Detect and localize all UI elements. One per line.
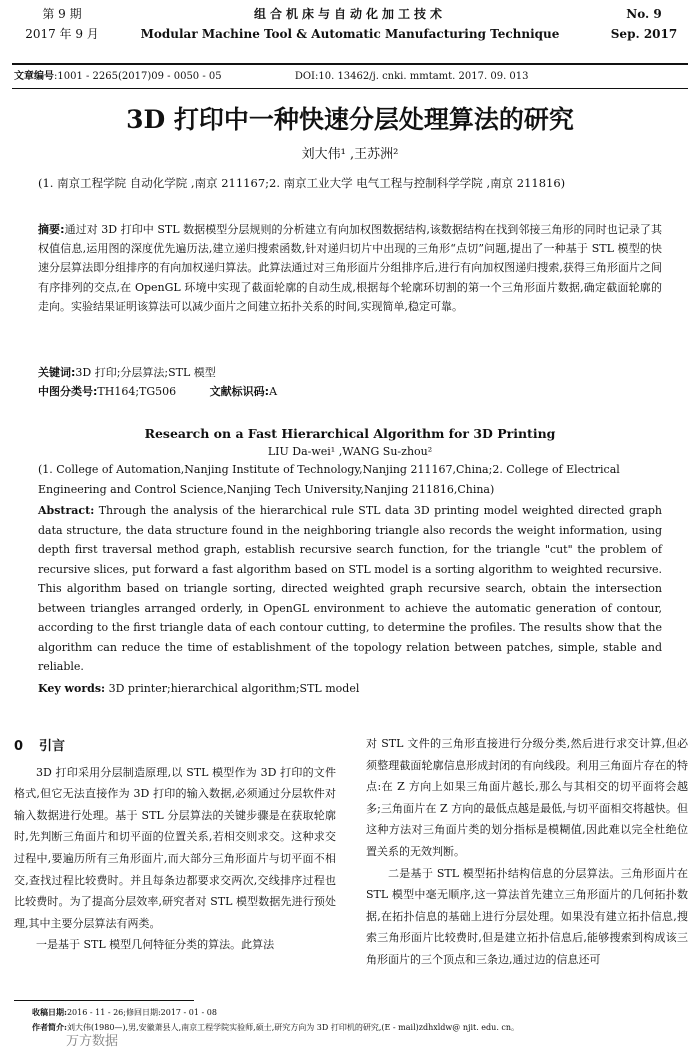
journal-name-en: Modular Machine Tool & Automatic Manufacturing Technique	[140, 27, 560, 41]
abstract-en-label: Abstract:	[38, 504, 95, 517]
header-rule	[12, 63, 688, 65]
keywords-cn	[38, 363, 662, 382]
section-title: 引言	[39, 739, 66, 754]
issue-date-en: Sep. 2017	[610, 27, 678, 41]
keywords-en-label: Key words:	[38, 682, 106, 695]
classification-cn	[38, 382, 662, 401]
watermark: 万方数据	[66, 1034, 119, 1049]
journal-name-cn: 组合机床与自动化加工技术	[253, 7, 446, 21]
issue-number-cn: 第 9 期	[42, 7, 82, 21]
abstract-cn-text: 通过对 3D 打印中 STL 数据模型分层规则的分析建立有向加权图数据结构,该数据结构在找到邻接三角形的同时也记录了其权值信息,运用图的深度优先遍历法,建立递归搜索函数,针对递归切片中出现的三角形“点切”问题,提出了一种基于 STL 模型的快速分层算法即分组排序的有向加权递归算法。此算法通过对三角形面片分组排序后,进行有向加权图递归搜索,获得三角形面片之间有序排列的交点,在 OpenGL 环境中实现了截面轮廓的自动生成,根据每个轮廓环切割的第一个三角形面片数据,确定截面轮廓的走向。实验结果证明该算法可以减少面片之间建立拓扑关系的时间,实现简单,稳定可靠。	[38, 223, 662, 313]
received-value: 2016 - 11 - 26;修回日期:2017 - 01 - 08	[66, 1008, 217, 1017]
footnote-received	[32, 1005, 692, 1020]
abstract-en	[38, 501, 662, 677]
article-number-value: 1001 - 2265(2017)09 - 0050 - 05	[57, 71, 222, 82]
article-number-label: 文章编号	[14, 71, 54, 82]
affiliation-cn: (1. 南京工程学院 自动化学院 ,南京 211167;2. 南京工业大学 电气工程与控制科学学院 ,南京 211816)	[38, 176, 566, 190]
article-number-colon: :	[54, 71, 58, 82]
header-issue-cn	[22, 4, 102, 44]
clc-value: TH164;TG506	[97, 385, 177, 398]
page-title: 3D 打印中一种快速分层处理算法的研究	[126, 105, 574, 134]
doc-code-label: 文献标识码:	[209, 385, 270, 398]
authors-cn: 刘大伟¹ ,王苏洲²	[301, 147, 399, 162]
issue-date-cn: 2017 年 9 月	[25, 27, 99, 41]
clc-label: 中图分类号:	[38, 385, 98, 398]
authors-en: LIU Da-wei¹ ,WANG Su-zhou²	[267, 445, 433, 458]
received-label: 收稿日期:	[32, 1007, 67, 1017]
issue-number-en: No. 9	[626, 7, 662, 21]
affiliation-en: (1. College of Automation,Nanjing Institute of Technology,Nanjing 211167,China;2. College of Electrical Engineering and Control Science,Nanjing Tech University,Nanjing 211816,China)	[38, 463, 620, 496]
doi: DOI:10. 13462/j. cnki. mmtamt. 2017. 09. 013	[294, 71, 529, 82]
keywords-en	[38, 680, 662, 698]
keywords-cn-text: 3D 打印;分层算法;STL 模型	[75, 366, 216, 379]
footnote-author	[32, 1020, 692, 1035]
paragraph: 3D 打印采用分层制造原理,以 STL 模型作为 3D 打印的文件格式,但它无法直接作为 3D 打印的输入数据,必须通过分层软件对输入数据进行处理。基于 STL 分层算法的关键步骤是在获取轮廓时,先判断三角面片和切平面的位置关系,若相交则求交。这种求交过程中,要遍历所有三角形面片,而大部分三角形面片与切平面不相交,查找过程比较费时。并且每条边都要求交两次,交线排序过程也比较费时。为了提高分层效率,研究者对 STL 模型数据先进行预处理,其中主要分层算法有两类。	[14, 765, 336, 930]
footnote-rule	[14, 1000, 194, 1001]
section-number: 0	[14, 739, 24, 754]
article-info	[14, 70, 529, 84]
author-bio-value: 刘大伟(1980—),男,安徽萧县人,南京工程学院实验师,硕士,研究方向为 3D 打印机的研究,(E - mail)zdhxldw@ njit. edu. cn。	[66, 1023, 520, 1032]
header-issue-en	[604, 4, 684, 44]
abstract-cn	[38, 220, 662, 316]
keywords-en-text: 3D printer;hierarchical algorithm;STL model	[108, 682, 360, 695]
paragraph: 对 STL 文件的三角形直接进行分级分类,然后进行求交计算,但必须整理截面轮廓信息形成封闭的有向线段。利用三角面片存在的特点:在 Z 方向上如果三角面片越长,那么与其相交的切平面将会越多;三角面片在 Z 方向的最低点越是最低,与切平面相交将越快。但这种方法对三角面片类的划分指标是模糊值,因此难以完全杜绝位置关系的无效判断。	[366, 737, 688, 858]
section-heading	[14, 736, 336, 758]
abstract-en-text: Through the analysis of the hierarchical rule STL data 3D printing model weighted directed graph data structure, the data structure found in the neighboring triangle also records the weight information, using depth first traversal method graph, establish recursive search function, for the triangle "cut" the problem of recursive slices, put forward a fast algorithm based on STL model is a sorting algorithm to weighted recursive. This algorithm based on triangle sorting, directed weighted graph recursive search, obtain the intersection between triangles arranged orderly, in OpenGL environment to achieve the automatic generation of contour, according to the first triangle data of each contour cutting, to determine the profiles. The results show that the algorithm can reduce the time of establishment of the topology relation between patches, simple, stable and reliable.	[38, 504, 662, 673]
author-bio-label: 作者简介:	[32, 1022, 67, 1032]
paragraph: 二是基于 STL 模型拓扑结构信息的分层算法。三角形面片在 STL 模型中毫无顺序,这一算法首先建立三角形面片的几何拓扑数据,在拓扑信息的基础上进行分层处理。如果没有建立拓扑信息,搜索三角形面片比较费时,但是建立拓扑信息后,能够搜索到构成该三角形面片的三个顶点和三条边,通过边的信息还可	[366, 866, 688, 966]
doc-code-value: A	[269, 385, 278, 398]
abstract-cn-label: 摘要:	[38, 223, 65, 236]
keywords-cn-label: 关键词:	[38, 366, 76, 379]
paragraph: 一是基于 STL 模型几何特征分类的算法。此算法	[36, 938, 275, 952]
journal-name	[140, 4, 560, 44]
title-en: Research on a Fast Hierarchical Algorithm for 3D Printing	[144, 426, 556, 441]
body-column-left	[14, 736, 336, 956]
footnote	[32, 1005, 692, 1035]
body-column-right	[366, 733, 688, 971]
info-rule	[12, 88, 688, 89]
